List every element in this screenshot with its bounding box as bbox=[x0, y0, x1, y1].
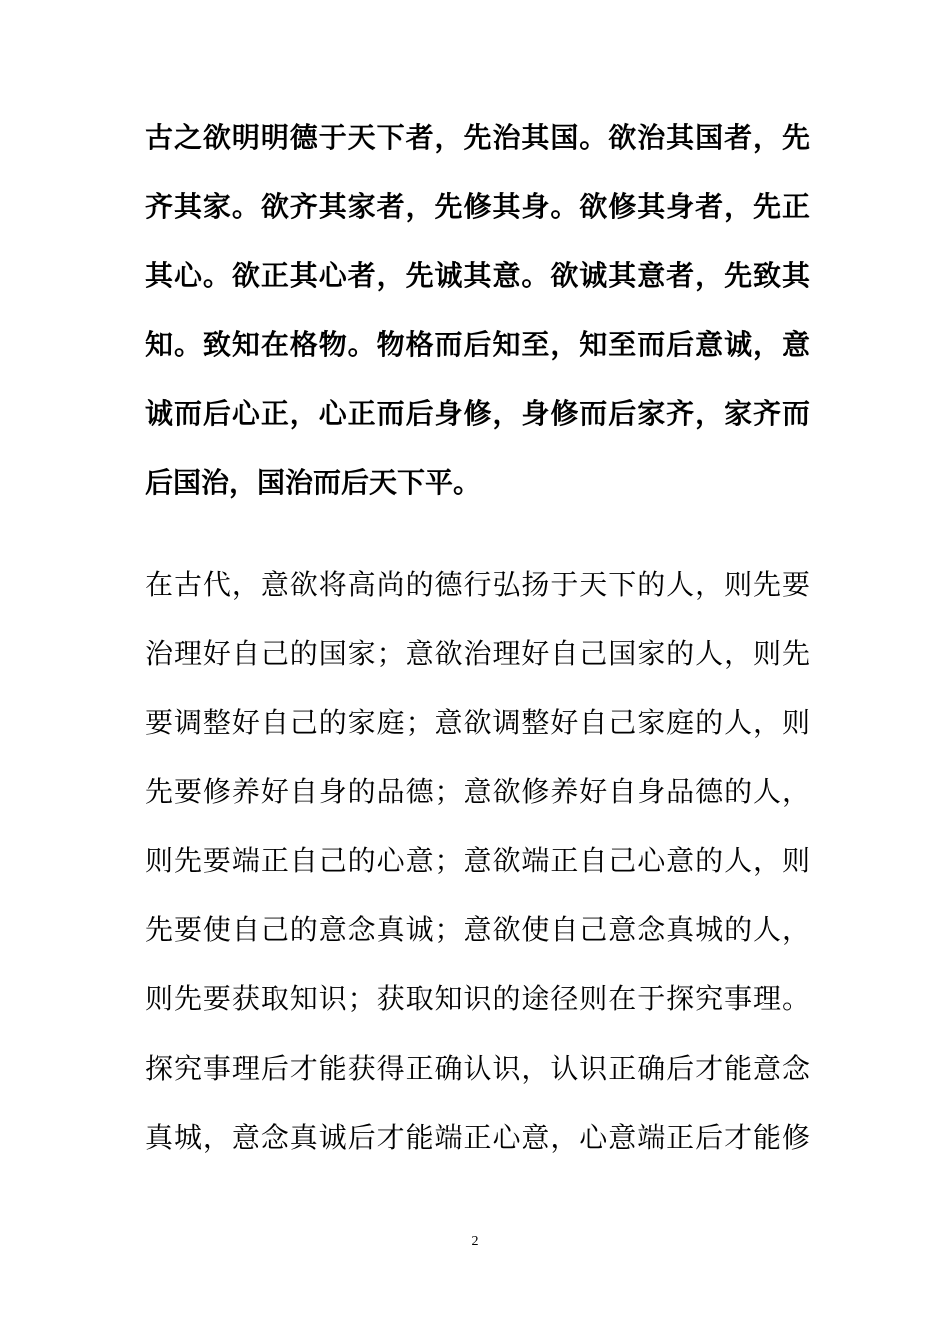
translation-line: 探究事理后才能获得正确认识，认识正确后才能意念 bbox=[145, 1052, 810, 1085]
classical-line: 知。致知在格物。物格而后知至，知至而后意诚，意 bbox=[145, 328, 810, 361]
translation-line: 真城，意念真诚后才能端正心意，心意端正后才能修 bbox=[145, 1121, 810, 1154]
translation-line: 先要修养好自身的品德；意欲修养好自身品德的人， bbox=[145, 775, 810, 808]
translation-line: 治理好自己的国家；意欲治理好自己国家的人，则先 bbox=[145, 637, 810, 670]
page-number: 2 bbox=[471, 1234, 479, 1249]
translation-line: 则先要端正自己的心意；意欲端正自己心意的人，则 bbox=[145, 844, 810, 877]
translation-line: 则先要获取知识；获取知识的途径则在于探究事理。 bbox=[145, 982, 810, 1015]
classical-line: 齐其家。欲齐其家者，先修其身。欲修其身者，先正 bbox=[145, 190, 810, 223]
classical-line-last: 后国治，国治而后天下平。 bbox=[145, 466, 482, 499]
classical-line: 古之欲明明德于天下者，先治其国。欲治其国者，先 bbox=[145, 121, 810, 154]
translation-line: 要调整好自己的家庭；意欲调整好自己家庭的人，则 bbox=[145, 706, 810, 739]
translation-line: 在古代，意欲将高尚的德行弘扬于天下的人，则先要 bbox=[145, 568, 810, 601]
classical-line: 诚而后心正，心正而后身修，身修而后家齐，家齐而 bbox=[145, 397, 810, 430]
classical-line: 其心。欲正其心者，先诚其意。欲诚其意者，先致其 bbox=[145, 259, 810, 292]
translation-line: 先要使自己的意念真诚；意欲使自己意念真城的人， bbox=[145, 913, 810, 946]
